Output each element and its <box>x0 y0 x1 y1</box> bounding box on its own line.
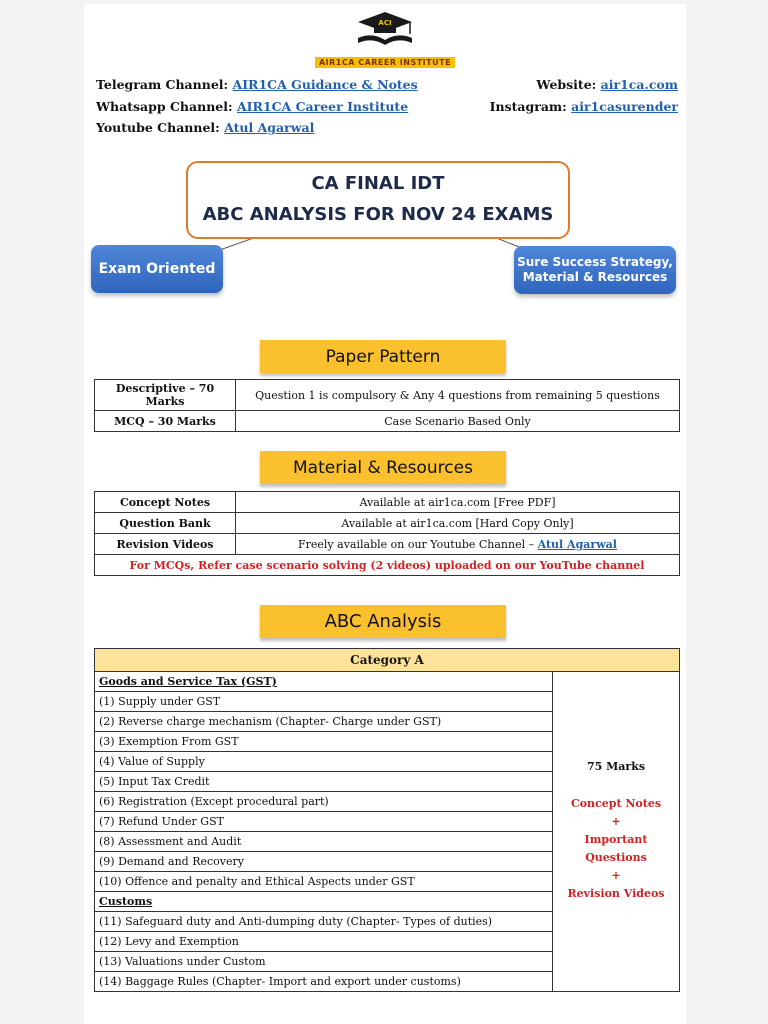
telegram-link[interactable]: AIR1CA Guidance & Notes <box>232 77 418 92</box>
paper-pattern-heading: Paper Pattern <box>260 340 506 373</box>
paper-pattern-table <box>94 379 680 432</box>
instagram-link[interactable]: air1casurender <box>571 98 678 114</box>
website-link[interactable]: air1ca.com <box>600 77 678 92</box>
whatsapp-label: Whatsapp Channel: <box>96 98 233 114</box>
table-row <box>95 513 680 534</box>
title-box <box>186 161 570 239</box>
gst-heading: Goods and Service Tax (GST) <box>95 672 553 692</box>
website-label: Website: <box>536 77 597 92</box>
whatsapp-link[interactable]: AIR1CA Career Institute <box>236 98 409 114</box>
material-value: Freely available on our Youtube Channel – Atul Agarwal <box>236 534 680 555</box>
title-line-2: ABC ANALYSIS FOR NOV 24 EXAMS <box>202 204 554 225</box>
table-row <box>95 380 680 411</box>
pattern-value: Question 1 is compulsory & Any 4 questions from remaining 5 questions <box>236 380 680 411</box>
document-page <box>84 4 686 1024</box>
table-row <box>95 492 680 513</box>
customs-heading: Customs <box>95 892 553 912</box>
table-row <box>95 555 680 576</box>
instagram-label: Instagram: <box>489 98 567 114</box>
list-item: (11) Safeguard duty and Anti-dumping duty (Chapter- Types of duties) <box>95 912 680 932</box>
brand-name: AIR1CA CAREER INSTITUTE <box>315 57 455 68</box>
youtube-link[interactable]: Atul Agarwal <box>224 120 315 135</box>
category-a-summary: 75 Marks Concept Notes + Important Questions + Revision Videos <box>553 672 680 992</box>
pattern-value: Case Scenario Based Only <box>236 411 680 432</box>
table-row <box>95 534 680 555</box>
material-value: Available at air1ca.com [Free PDF] <box>236 492 680 513</box>
list-item: (3) Exemption From GST <box>95 732 680 752</box>
marks-label: 75 Marks <box>586 760 646 773</box>
list-item: (9) Demand and Recovery <box>95 852 680 872</box>
material-label: Concept Notes <box>95 492 236 513</box>
list-item: (13) Valuations under Custom <box>95 952 680 972</box>
exam-oriented-badge: Exam Oriented <box>91 245 223 293</box>
youtube-label: Youtube Channel: <box>96 120 220 135</box>
materials-heading: Material & Resources <box>260 451 506 484</box>
list-item: (8) Assessment and Audit <box>95 832 680 852</box>
list-item: (1) Supply under GST <box>95 692 680 712</box>
material-label: Revision Videos <box>95 534 236 555</box>
pattern-label: MCQ – 30 Marks <box>95 411 236 432</box>
category-a-header: Category A <box>95 649 680 672</box>
mcq-note: For MCQs, Refer case scenario solving (2 videos) uploaded on our YouTube channel <box>95 555 680 576</box>
list-item: (4) Value of Supply <box>95 752 680 772</box>
list-item: (2) Reverse charge mechanism (Chapter- Charge under GST) <box>95 712 680 732</box>
list-item: (5) Input Tax Credit <box>95 772 680 792</box>
title-line-1: CA FINAL IDT <box>311 173 445 194</box>
table-row <box>95 411 680 432</box>
strategy-badge: Sure Success Strategy, Material & Resources <box>514 246 676 294</box>
abc-table <box>94 648 680 992</box>
table-row <box>95 649 680 672</box>
materials-table <box>94 491 680 576</box>
youtube-channel-link[interactable]: Atul Agarwal <box>537 537 617 551</box>
list-item: (6) Registration (Except procedural part) <box>95 792 680 812</box>
pattern-label: Descriptive – 70 Marks <box>95 380 236 411</box>
telegram-label: Telegram Channel: <box>96 77 229 92</box>
table-row <box>95 672 680 692</box>
list-item: (7) Refund Under GST <box>95 812 680 832</box>
list-item: (14) Baggage Rules (Chapter- Import and export under customs) <box>95 972 680 992</box>
material-label: Question Bank <box>95 513 236 534</box>
list-item: (12) Levy and Exemption <box>95 932 680 952</box>
list-item: (10) Offence and penalty and Ethical Aspects under GST <box>95 872 680 892</box>
svg-text:ACI: ACI <box>378 19 392 27</box>
material-value: Available at air1ca.com [Hard Copy Only] <box>236 513 680 534</box>
abc-analysis-heading: ABC Analysis <box>260 605 506 638</box>
